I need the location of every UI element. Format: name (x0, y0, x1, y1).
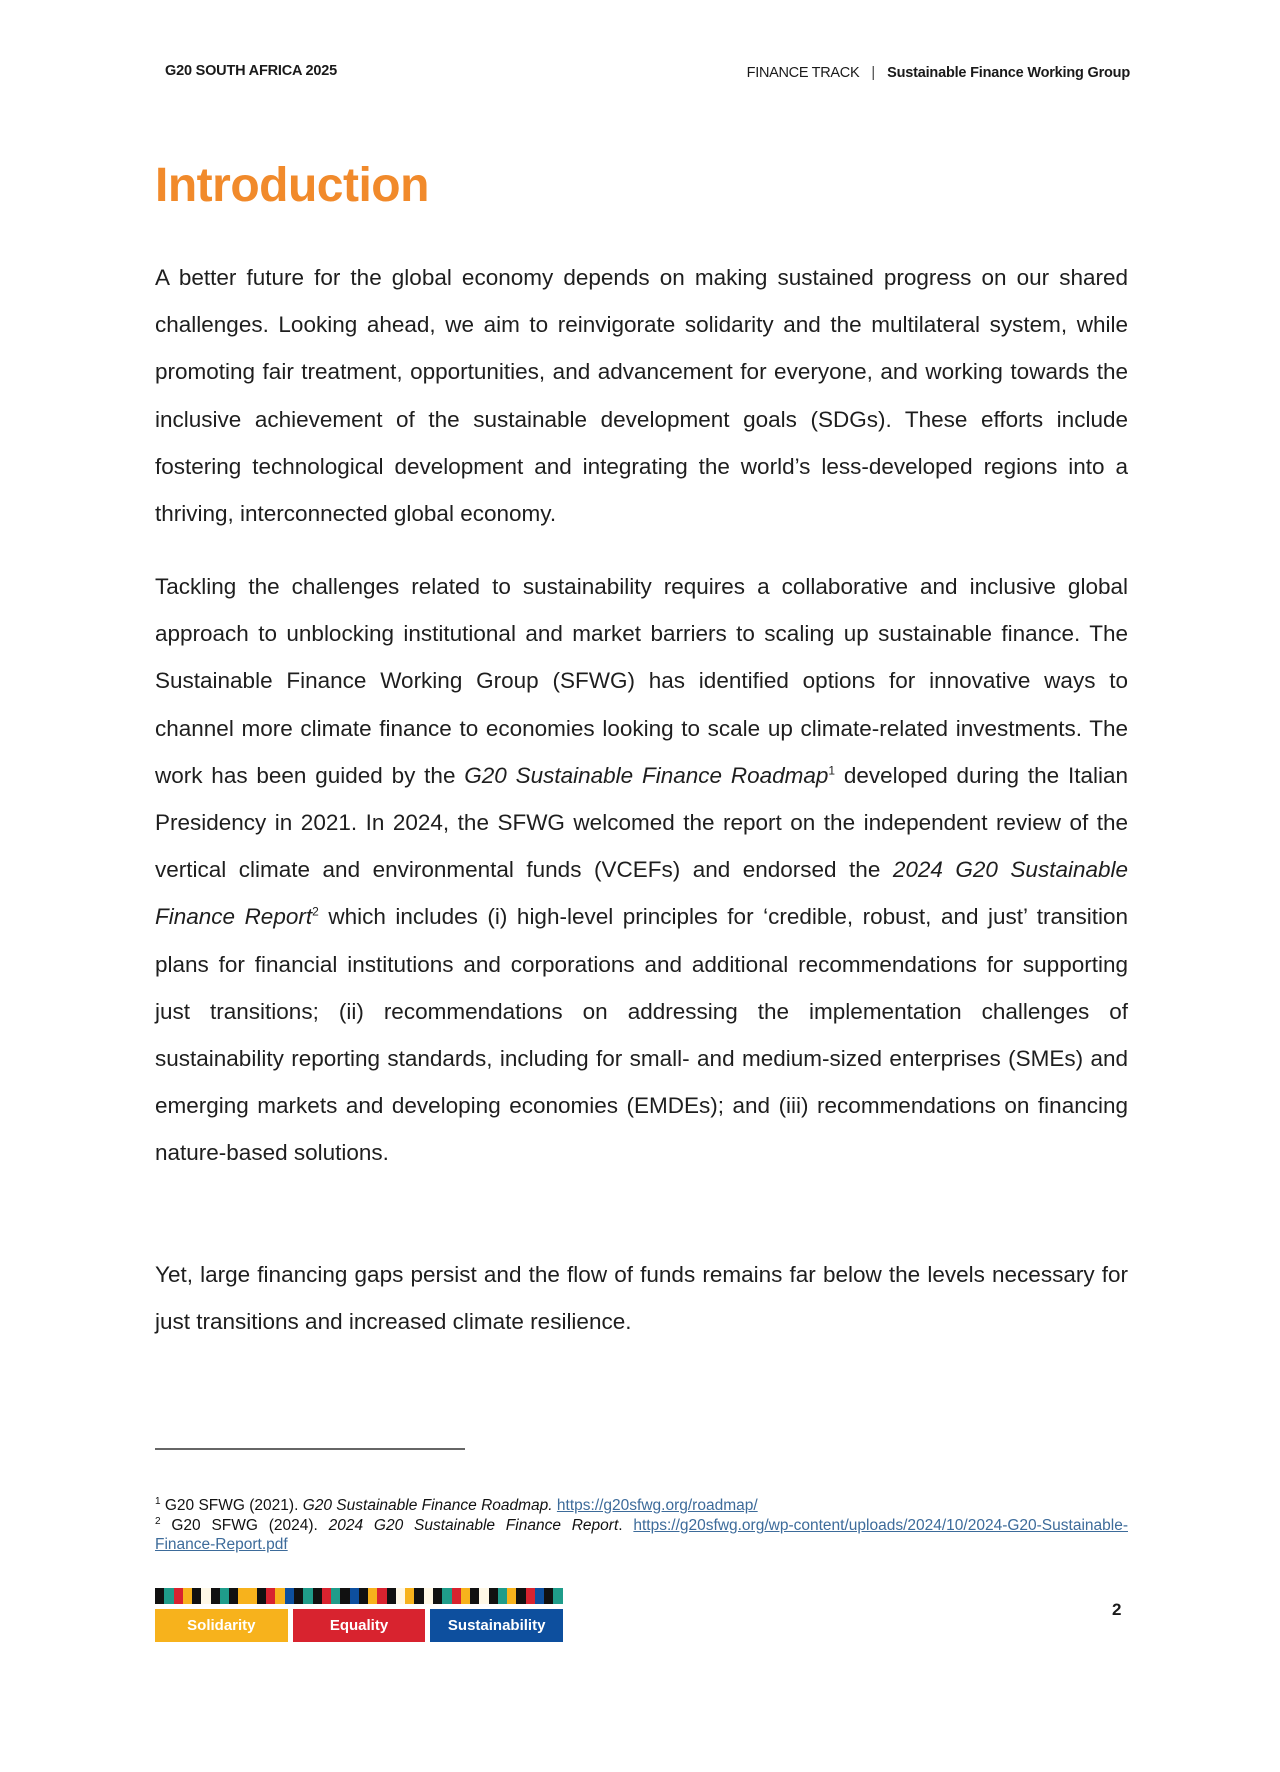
page-title: Introduction (155, 159, 429, 212)
header-track: FINANCE TRACK (746, 65, 860, 81)
roadmap-title: G20 Sustainable Finance Roadmap (464, 762, 829, 788)
footnote-2-link[interactable]: https://g20sfwg.org/wp-content/uploads/2024/10/2024-G20-Sustainable-Finance-Report.pdf (155, 1516, 1128, 1553)
header-left: G20 SOUTH AFRICA 2025 (165, 63, 337, 79)
paragraph-1-text: A better future for the global economy depends on making sustained progress on our shared challenges. Looking ahead, we aim to reinvigorate solidarity and the multilateral system, while promoting fair treatment, opportunities, and advancement for everyone, and working towards the inclusive achievement of the sustainable development goals (SDGs). These efforts include fostering technological development and integrating the world’s less-developed regions into a thriving, interconnected global economy. (155, 265, 1128, 527)
footnote-2-period: . (618, 1516, 634, 1534)
paragraph-1 (155, 254, 1128, 537)
footnote-ref-1[interactable]: 1 (828, 763, 836, 778)
header-group: Sustainable Finance Working Group (887, 65, 1130, 81)
footnote-2-source: G20 SFWG (2024). (160, 1516, 329, 1534)
page-number: 2 (1112, 1600, 1122, 1619)
paragraph-2-part-c: which includes (i) high-level principles for ‘credible, robust, and just’ transition plans for financial institutions and corporations and additional recommendations for supporting just transitions; (ii) recommendations on addressing the implementation challenges of sustainability reporting standards, including for small- and medium-sized enterprises (SMEs) and emerging markets and developing economies (EMDEs); and (iii) recommendations on financing nature-based solutions. (155, 904, 1128, 1166)
paragraph-3 (155, 1251, 1128, 1345)
header-right (747, 65, 1130, 81)
paragraph-2 (155, 563, 1128, 1177)
pill-solidarity: Solidarity (155, 1609, 288, 1642)
footnote-1-link[interactable]: https://g20sfwg.org/roadmap/ (556, 1497, 758, 1514)
footnote-divider (155, 1448, 465, 1450)
footnote-2-title: 2024 G20 Sustainable Finance Report (328, 1516, 619, 1534)
theme-pills (155, 1609, 563, 1642)
footnote-ref-2[interactable]: 2 (312, 904, 319, 919)
pill-sustainability: Sustainability (430, 1609, 563, 1642)
decorative-pattern-band (155, 1588, 563, 1604)
paragraph-2-part-a: Tackling the challenges related to sustainability requires a collaborative and inclusive global approach to unblocking institutional and market barriers to scaling up sustainable finance. The Sustainable Finance Working Group (SFWG) has identified options for innovative ways to channel more climate finance to economies looking to scale up climate-related investments. The work has been guided by the (155, 574, 1128, 788)
pill-equality: Equality (293, 1609, 426, 1642)
footnote-1-number: 1 (155, 1495, 161, 1507)
footnote-1 (155, 1496, 1128, 1516)
g20-theme-logo (155, 1588, 563, 1642)
footnotes (155, 1496, 1128, 1555)
footnote-1-title: G20 Sustainable Finance Roadmap. (302, 1497, 553, 1514)
paragraph-3-text: Yet, large financing gaps persist and the flow of funds remains far below the levels necessary for just transitions and increased climate resilience. (155, 1262, 1128, 1335)
footnote-2 (155, 1516, 1128, 1555)
report-title: 2024 G20 Sustainable Finance Report (155, 857, 1129, 930)
footnote-2-number: 2 (155, 1515, 161, 1527)
header-separator: | (871, 65, 876, 81)
paragraph-2-part-b: developed during the Italian Presidency in 2021. In 2024, the SFWG welcomed the report on the independent review of the vertical climate and environmental funds (VCEFs) and endorsed the (155, 762, 1128, 883)
footnote-1-source: G20 SFWG (2021). (160, 1497, 303, 1514)
